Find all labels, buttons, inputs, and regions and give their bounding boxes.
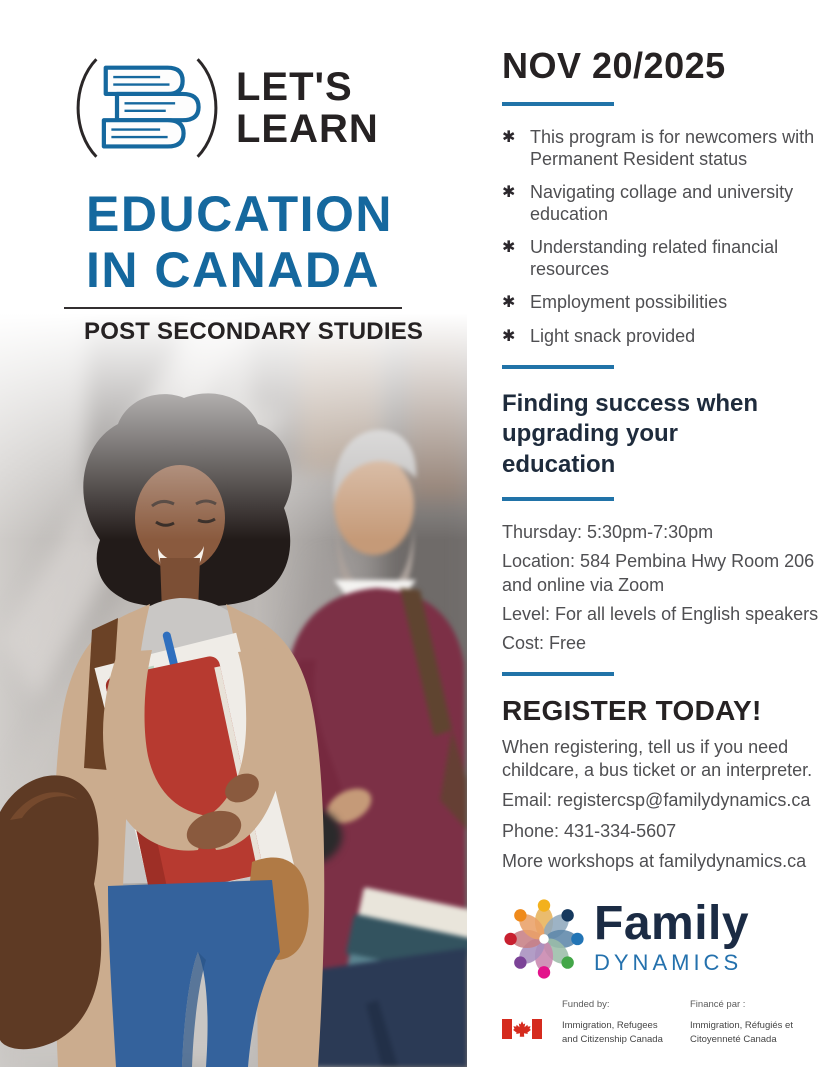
asterisk-icon: ✱ xyxy=(502,183,516,201)
brand-name-line2: LEARN xyxy=(236,107,379,151)
bullet-item xyxy=(502,291,826,315)
program-bullets xyxy=(502,126,826,349)
title-divider xyxy=(64,307,402,309)
org-subname: DYNAMICS xyxy=(594,949,743,975)
register-more: More workshops at familydynamics.ca xyxy=(502,851,807,872)
session-title: Finding success when upgrading your education xyxy=(502,389,759,479)
finance-par-label: Financé par : xyxy=(690,999,746,1011)
register-info xyxy=(502,736,826,874)
ircc-english: Immigration, Refugees and Citizenship Canada xyxy=(562,1020,663,1045)
org-logo xyxy=(502,895,826,981)
brand-name-line1: LET'S xyxy=(236,65,353,109)
detail-level: Level: For all levels of English speakers xyxy=(502,603,819,624)
page-title xyxy=(86,186,393,298)
page-title-line1: EDUCATION xyxy=(86,186,394,242)
org-name-block xyxy=(594,897,750,976)
ircc-french: Immigration, Réfugiés et Citoyenneté Canada xyxy=(690,1020,793,1045)
brand-name xyxy=(236,66,379,150)
section-divider xyxy=(502,497,614,501)
asterisk-icon: ✱ xyxy=(502,238,516,256)
session-details xyxy=(502,521,826,656)
bullet-text: Navigating collage and university education xyxy=(530,181,794,225)
page-subtitle: POST SECONDARY STUDIES xyxy=(84,318,424,345)
asterisk-icon: ✱ xyxy=(502,128,516,146)
page-title-line2: IN CANADA xyxy=(86,242,381,298)
bullet-text: Light snack provided xyxy=(530,325,696,346)
event-date: NOV 20/2025 xyxy=(502,45,726,86)
register-phone: Phone: 431-334-5607 xyxy=(502,820,677,841)
brand-logo xyxy=(72,56,379,160)
asterisk-icon: ✱ xyxy=(502,327,516,345)
section-divider xyxy=(502,672,614,676)
bullet-item xyxy=(502,126,826,171)
bullet-text: This program is for newcomers with Permanent Resident status xyxy=(530,126,815,170)
detail-cost: Cost: Free xyxy=(502,633,587,654)
bullet-text: Understanding related financial resources xyxy=(530,236,779,280)
register-title: REGISTER TODAY! xyxy=(502,694,762,726)
bullet-item xyxy=(502,325,826,349)
funded-by-label: Funded by: xyxy=(562,999,610,1011)
canada-flag-icon xyxy=(502,1019,548,1044)
bullet-item xyxy=(502,181,826,226)
register-email: Email: registercsp@familydynamics.ca xyxy=(502,790,811,811)
content-column xyxy=(502,46,826,1046)
bullet-text: Employment possibilities xyxy=(530,291,728,312)
section-divider xyxy=(502,102,614,106)
detail-location: Location: 584 Pembina Hwy Room 206 and online via Zoom xyxy=(502,551,815,595)
detail-time: Thursday: 5:30pm-7:30pm xyxy=(502,521,714,542)
register-note: When registering, tell us if you need childcare, a bus ticket or an interpreter. xyxy=(502,736,813,780)
asterisk-icon: ✱ xyxy=(502,293,516,311)
section-divider xyxy=(502,365,614,369)
books-icon xyxy=(72,56,222,160)
org-name: Family xyxy=(594,897,750,951)
footer xyxy=(502,999,826,1046)
family-dynamics-mark-icon xyxy=(502,895,586,981)
bullet-item xyxy=(502,236,826,281)
